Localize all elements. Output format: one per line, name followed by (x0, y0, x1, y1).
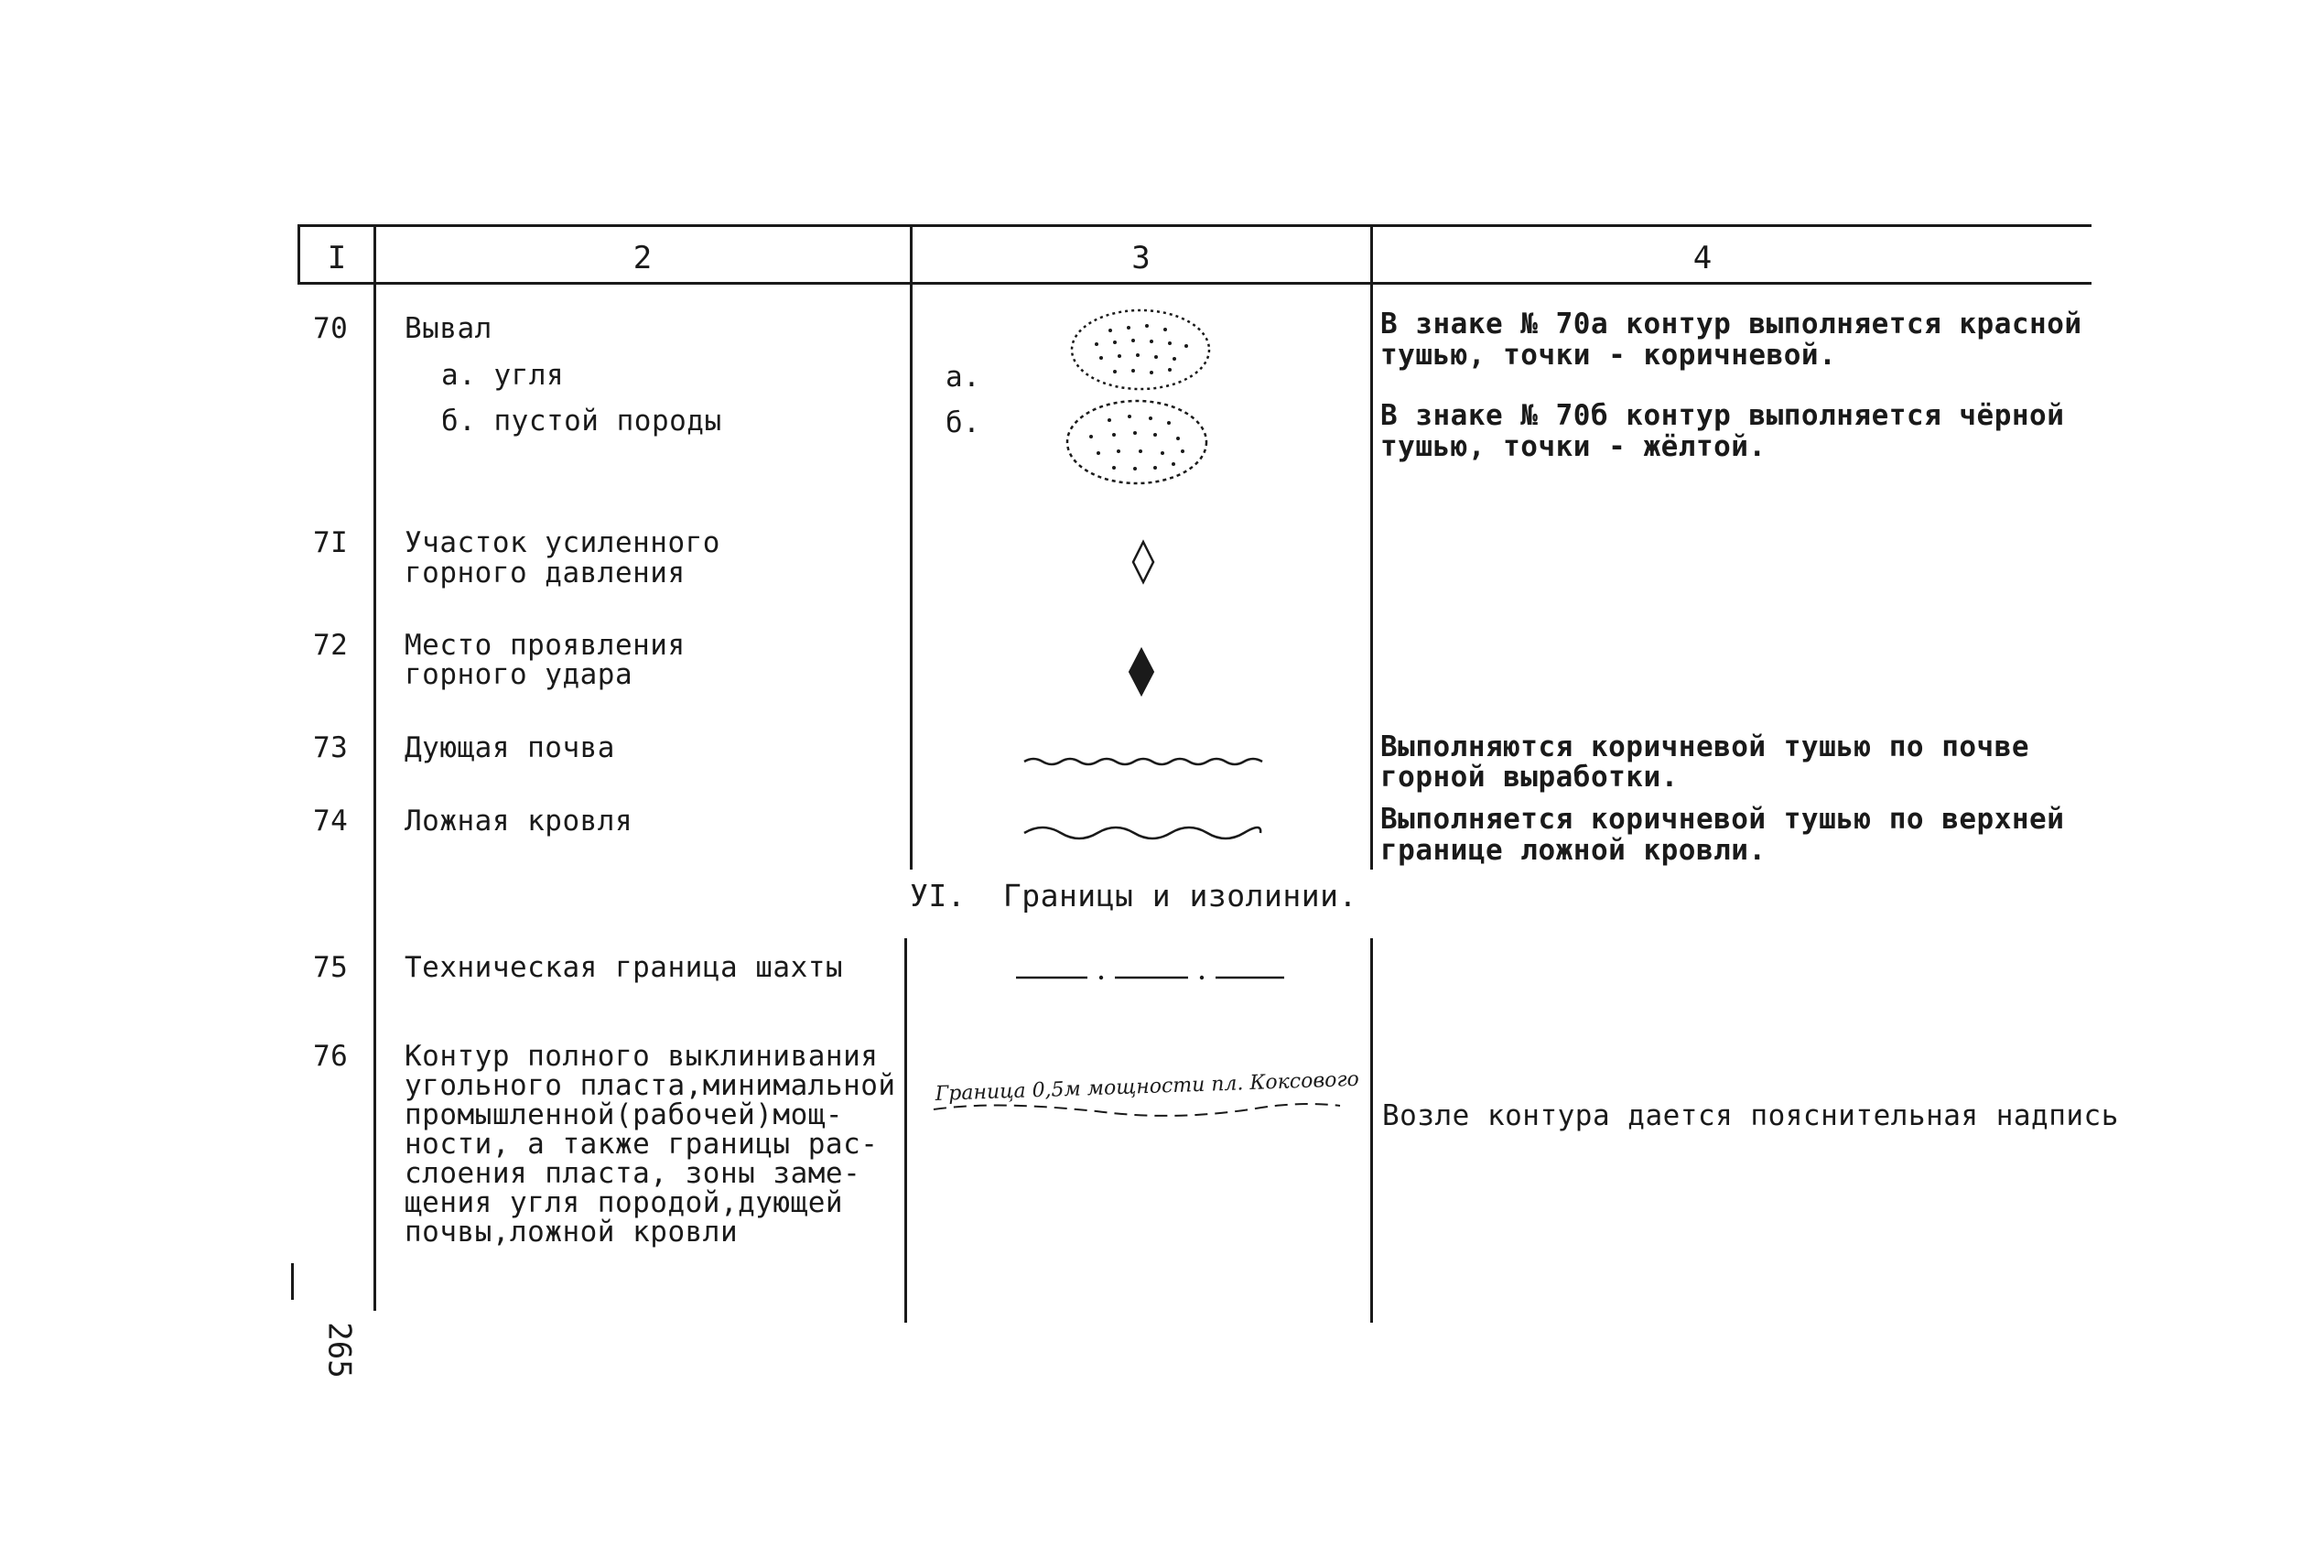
col3-right-border-upper (1370, 224, 1373, 870)
col1-left-border (297, 224, 300, 285)
row-71-number: 7I (313, 526, 349, 559)
row-70-note-a-line2: тушью, точки - коричневой. (1380, 339, 1837, 372)
row-76-line3: промышленной(рабочей)мощ- (405, 1098, 844, 1131)
row-74-line1: Ложная кровля (405, 805, 633, 838)
header-bottom-border (297, 282, 2092, 285)
row-76-line4: ности, а также границы рас- (405, 1128, 879, 1161)
row-70-note-b-line2: тушью, точки - жёлтой. (1380, 430, 1767, 463)
row-73-note-line1: Выполняются коричневой тушью по почве (1380, 730, 2030, 763)
row-76-line5: слоения пласта, зоны заме- (405, 1157, 861, 1190)
row-70-title: Вывал (405, 312, 492, 345)
page-number: 265 (320, 1322, 358, 1379)
header-col3: 3 (1131, 240, 1151, 276)
row-75-line1: Техническая граница шахты (405, 951, 844, 984)
row-72-line1: Место проявления (405, 629, 686, 662)
row-76-number: 76 (313, 1040, 349, 1073)
col2-right-border-lower (904, 938, 907, 1323)
row-74-note-line1: Выполняется коричневой тушью по верхней (1380, 803, 2065, 836)
header-col4: 4 (1692, 240, 1713, 276)
table-top-border (297, 224, 2092, 227)
row-70-note-b-line1: В знаке № 70б контур выполняется чёрной (1380, 399, 2065, 432)
wavy-line-blowing-floor-symbol (1022, 751, 1262, 773)
row-70-symbol-b-label: б. (946, 406, 981, 439)
dotted-ellipse-coal-symbol (1069, 308, 1216, 395)
dash-dot-boundary-symbol (1014, 972, 1289, 983)
row-72-line2: горного удара (405, 658, 633, 691)
dotted-ellipse-rock-symbol (1064, 398, 1210, 490)
row-74-note-line2: границе ложной кровли. (1380, 834, 1767, 867)
header-col1: I (327, 240, 347, 276)
row-76-line2: угольного пласта,минимальной (405, 1069, 896, 1102)
row-76-line1: Контур полного выклинивания (405, 1040, 879, 1073)
row-70-number: 70 (313, 312, 349, 345)
filled-diamond-symbol (1128, 647, 1155, 697)
row-70-note-a-line1: В знаке № 70а контур выполняется красной (1380, 308, 2082, 341)
col3-right-border-lower (1370, 938, 1373, 1323)
wavy-line-false-roof-symbol (1022, 820, 1262, 848)
hollow-diamond-symbol (1131, 540, 1155, 584)
row-76-line6: щения угля породой,дующей (405, 1186, 844, 1219)
col1-right-border-upper (373, 224, 376, 1311)
row-73-line1: Дующая почва (405, 731, 615, 764)
thinning-contour-caption: Граница 0,5м мощности пл. Коксового (935, 1067, 1360, 1106)
row-70-sub-b: б. пустой породы (441, 405, 722, 438)
row-70-sub-a: а. угля (441, 359, 565, 392)
row-75-number: 75 (313, 951, 349, 984)
col1-lower-edge (291, 1263, 294, 1300)
row-73-number: 73 (313, 731, 349, 764)
thinning-contour-symbol (932, 1067, 1360, 1137)
row-71-line2: горного давления (405, 557, 686, 589)
header-col2: 2 (632, 240, 653, 276)
row-76-line7: почвы,ложной кровли (405, 1216, 739, 1249)
row-74-number: 74 (313, 805, 349, 838)
row-73-note-line2: горной выработки. (1380, 761, 1679, 794)
row-71-line1: Участок усиленного (405, 526, 720, 559)
row-70-symbol-a-label: а. (946, 361, 981, 394)
row-76-note: Возле контура дается пояснительная надпись (1382, 1099, 2119, 1132)
section-heading: УI. Границы и изолинии. (910, 878, 1357, 914)
row-72-number: 72 (313, 629, 349, 662)
col2-right-border-upper (910, 224, 913, 870)
